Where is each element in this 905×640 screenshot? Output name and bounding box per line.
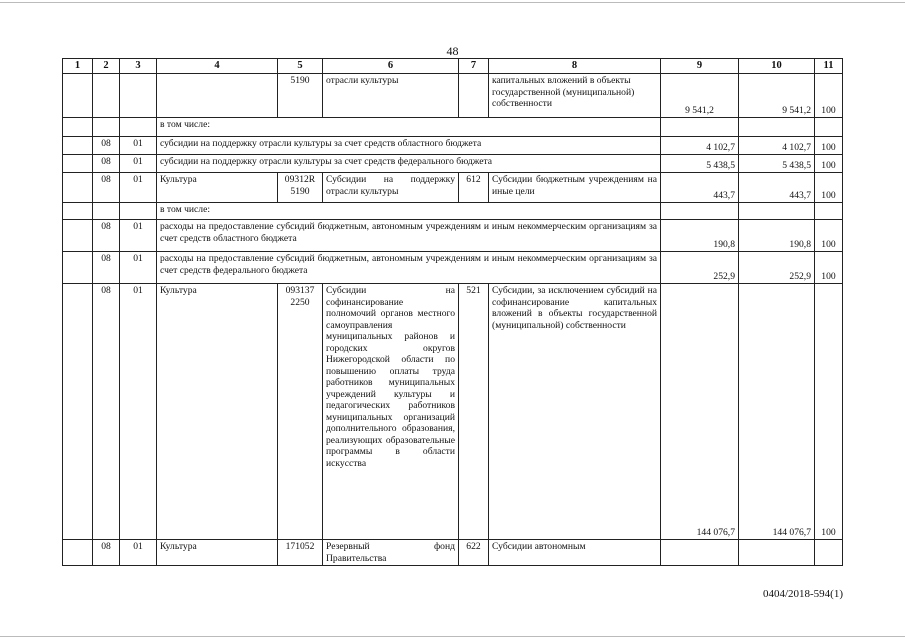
column-header: 3 bbox=[120, 59, 157, 74]
section-name: Культура bbox=[157, 173, 278, 203]
executed-amount: 190,8 bbox=[739, 220, 815, 252]
execution-percent: 100 bbox=[815, 252, 843, 284]
executed-amount bbox=[739, 540, 815, 566]
table-row bbox=[63, 203, 843, 220]
section-code bbox=[93, 74, 120, 118]
execution-percent: 100 bbox=[815, 155, 843, 173]
executed-amount: 252,9 bbox=[739, 252, 815, 284]
budget-table bbox=[62, 58, 843, 566]
table-row bbox=[63, 540, 843, 566]
section-code: 08 bbox=[93, 284, 120, 540]
execution-percent: 100 bbox=[815, 137, 843, 155]
section-code: 08 bbox=[93, 137, 120, 155]
top-scan-edge bbox=[0, 2, 905, 3]
article-name: Резервный фонд Правительства bbox=[323, 540, 459, 566]
article-name: Субсидии на поддержку отрасли культуры bbox=[323, 173, 459, 203]
target-article: 093137 2250 bbox=[278, 284, 323, 540]
execution-percent: 100 bbox=[815, 284, 843, 540]
expense-type: 622 bbox=[459, 540, 489, 566]
subsection-code: 01 bbox=[120, 252, 157, 284]
row-description: субсидии на поддержку отрасли культуры за счет средств федерального бюджета bbox=[157, 155, 661, 173]
column-header: 1 bbox=[63, 59, 93, 74]
row-description: субсидии на поддержку отрасли культуры за счет средств областного бюджета bbox=[157, 137, 661, 155]
page-number: 48 bbox=[446, 44, 459, 58]
expense-type-name: Субсидии, за исключением субсидий на софинансирование капитальных вложений в объекты государственной (муниципальной) собственности bbox=[489, 284, 661, 540]
executed-amount: 144 076,7 bbox=[739, 284, 815, 540]
execution-percent: 100 bbox=[815, 74, 843, 118]
planned-amount: 252,9 bbox=[661, 252, 739, 284]
section-name: Культура bbox=[157, 540, 278, 566]
expense-type-name: Субсидии бюджетным учреждениям на иные цели bbox=[489, 173, 661, 203]
expense-type-name: капитальных вложений в объекты государственной (муниципальной) собственности bbox=[489, 74, 661, 118]
executed-amount: 5 438,5 bbox=[739, 155, 815, 173]
column-header: 6 bbox=[323, 59, 459, 74]
subsection-code: 01 bbox=[120, 137, 157, 155]
section-code: 08 bbox=[93, 173, 120, 203]
table-row bbox=[63, 137, 843, 155]
document-code: 0404/2018-594(1) bbox=[762, 588, 843, 600]
planned-amount: 5 438,5 bbox=[661, 155, 739, 173]
subsection-code: 01 bbox=[120, 220, 157, 252]
target-article: 171052 bbox=[278, 540, 323, 566]
subsection-code bbox=[120, 74, 157, 118]
note-including: в том числе: bbox=[157, 203, 661, 220]
execution-percent: 100 bbox=[815, 173, 843, 203]
table-row bbox=[63, 220, 843, 252]
bottom-scan-edge bbox=[0, 636, 905, 637]
subsection-code: 01 bbox=[120, 540, 157, 566]
section-name: Культура bbox=[157, 284, 278, 540]
executed-amount: 443,7 bbox=[739, 173, 815, 203]
planned-amount: 144 076,7 bbox=[661, 284, 739, 540]
header-row bbox=[63, 59, 843, 74]
column-header: 4 bbox=[157, 59, 278, 74]
target-article: 09312R 5190 bbox=[278, 173, 323, 203]
execution-percent bbox=[815, 540, 843, 566]
table-row bbox=[63, 74, 843, 118]
execution-percent: 100 bbox=[815, 220, 843, 252]
section-name bbox=[157, 74, 278, 118]
table-row bbox=[63, 284, 843, 540]
planned-amount: 443,7 bbox=[661, 173, 739, 203]
expense-type-name: Субсидии автономным bbox=[489, 540, 661, 566]
column-header: 2 bbox=[93, 59, 120, 74]
planned-amount: 4 102,7 bbox=[661, 137, 739, 155]
expense-type: 521 bbox=[459, 284, 489, 540]
table-row bbox=[63, 252, 843, 284]
table-row bbox=[63, 155, 843, 173]
column-header: 9 bbox=[661, 59, 739, 74]
planned-amount bbox=[661, 540, 739, 566]
article-name: отрасли культуры bbox=[323, 74, 459, 118]
expense-type bbox=[459, 74, 489, 118]
column-header: 10 bbox=[739, 59, 815, 74]
row-description: расходы на предоставление субсидий бюджетным, автономным учреждениям и иным некоммерческим организациям за счет средств федерального бюджета bbox=[157, 252, 661, 284]
section-code: 08 bbox=[93, 252, 120, 284]
expense-type: 612 bbox=[459, 173, 489, 203]
planned-amount: 190,8 bbox=[661, 220, 739, 252]
section-code: 08 bbox=[93, 155, 120, 173]
note-including: в том числе: bbox=[157, 118, 661, 137]
subsection-code: 01 bbox=[120, 173, 157, 203]
column-header: 7 bbox=[459, 59, 489, 74]
section-code: 08 bbox=[93, 220, 120, 252]
executed-amount: 4 102,7 bbox=[739, 137, 815, 155]
subsection-code: 01 bbox=[120, 284, 157, 540]
subsection-code: 01 bbox=[120, 155, 157, 173]
column-header: 5 bbox=[278, 59, 323, 74]
planned-amount: 9 541,2 bbox=[661, 74, 739, 118]
table-row bbox=[63, 173, 843, 203]
column-header: 11 bbox=[815, 59, 843, 74]
table-row bbox=[63, 118, 843, 137]
section-code: 08 bbox=[93, 540, 120, 566]
column-header: 8 bbox=[489, 59, 661, 74]
executed-amount: 9 541,2 bbox=[739, 74, 815, 118]
target-article: 5190 bbox=[278, 74, 323, 118]
row-description: расходы на предоставление субсидий бюджетным, автономным учреждениям и иным некоммерческим организациям за счет средств областного бюджета bbox=[157, 220, 661, 252]
article-name: Субсидии на софинансирование полномочий органов местного самоуправления муниципальных районов и городских округов Нижегородской области по повышению оплаты труда работников муниципальных учреждений культуры и педагогических работников муниципальных организаций дополнительного образования, реализующих образовательные программы в области искусства bbox=[323, 284, 459, 540]
